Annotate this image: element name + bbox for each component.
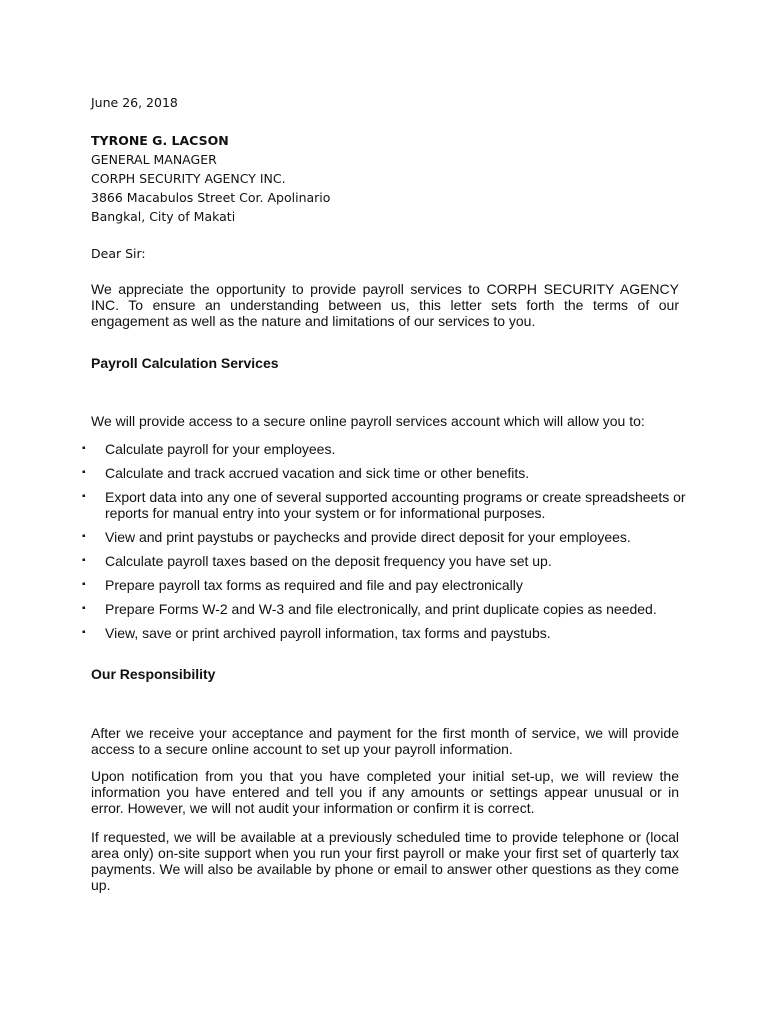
recipient-title: GENERAL MANAGER [91,152,217,167]
list-item [0,601,690,617]
recipient-street: 3866 Macabulos Street Cor. Apolinario [91,190,331,205]
square-bullet-icon: ▪ [82,627,86,638]
list-item-text: View, save or print archived payroll information, tax forms and paystubs. [105,625,551,641]
square-bullet-icon: ▪ [82,579,86,590]
services-lead-text: We will provide access to a secure online payroll services account which will allow you to: [91,413,645,429]
list-item [0,489,690,521]
services-list [0,441,690,649]
list-item [0,465,690,481]
recipient-name: TYRONE G. LACSON [91,133,229,148]
letter-date: June 26, 2018 [91,95,178,110]
section-heading-our-responsibility: Our Responsibility [91,666,216,682]
recipient-address-block [91,131,330,226]
section-heading-payroll-calculation: Payroll Calculation Services [91,355,279,371]
recipient-city: Bangkal, City of Makati [91,209,236,224]
responsibility-paragraph: If requested, we will be available at a previously scheduled time to provide telephone or (local area only) on-site support when you run your first payroll or make your first set of quarterly tax payments. We will also be available by phone or email to answer other questions as they come up. [91,829,679,893]
list-item [0,553,690,569]
responsibility-paragraph: After we receive your acceptance and payment for the first month of service, we will provide access to a secure online account to set up your payroll information. [91,725,679,757]
list-item [0,577,690,593]
salutation: Dear Sir: [91,246,146,261]
list-item [0,625,690,641]
square-bullet-icon: ▪ [82,603,86,614]
list-item-text: Prepare Forms W-2 and W-3 and file electronically, and print duplicate copies as needed. [105,601,657,617]
square-bullet-icon: ▪ [82,467,86,478]
responsibility-paragraph: Upon notification from you that you have completed your initial set-up, we will review the information you have entered and tell you if any amounts or settings appear unusual or in error. However, we will not audit your information or confirm it is correct. [91,768,679,816]
square-bullet-icon: ▪ [82,491,86,502]
list-item-text: Calculate payroll for your employees. [105,441,336,457]
list-item-text: Prepare payroll tax forms as required and file and pay electronically [105,577,523,593]
square-bullet-icon: ▪ [82,443,86,454]
square-bullet-icon: ▪ [82,531,86,542]
intro-paragraph: We appreciate the opportunity to provide payroll services to CORPH SECURITY AGENCY INC. To ensure an understanding between us, this letter sets forth the terms of our engagement as well as the nature and limitations of our services to you. [91,281,679,329]
list-item-text: Calculate and track accrued vacation and sick time or other benefits. [105,465,530,481]
list-item-text: View and print paystubs or paychecks and provide direct deposit for your employees. [105,529,631,545]
list-item [0,529,690,545]
list-item-text: Calculate payroll taxes based on the deposit frequency you have set up. [105,553,552,569]
square-bullet-icon: ▪ [82,555,86,566]
recipient-company: CORPH SECURITY AGENCY INC. [91,171,286,186]
list-item-text: Export data into any one of several supported accounting programs or create spreadsheets or reports for manual entry into your system or for informational purposes. [105,489,686,521]
list-item [0,441,690,457]
